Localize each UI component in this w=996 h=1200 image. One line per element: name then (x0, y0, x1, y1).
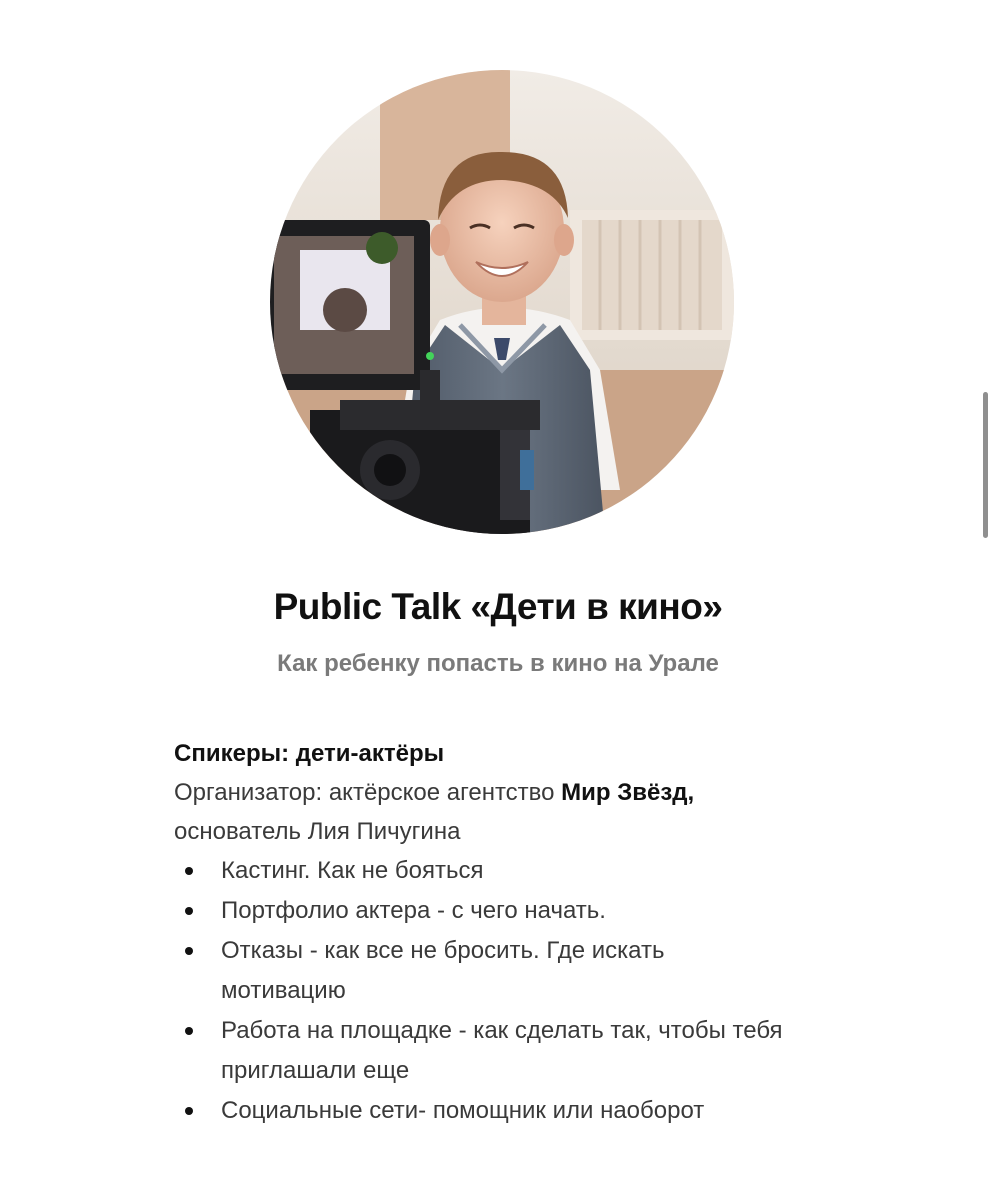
avatar-photo (270, 70, 734, 534)
list-item-text: Кастинг. Как не бояться (221, 857, 484, 884)
organizer-founder: основатель Лия Пичугина (174, 818, 461, 845)
list-item (174, 891, 834, 931)
scrollbar[interactable] (983, 392, 988, 538)
event-description (174, 734, 834, 1131)
list-item (174, 1091, 834, 1131)
bullet-icon (185, 1107, 193, 1115)
bullet-icon (185, 907, 193, 915)
organizer-line (174, 773, 834, 812)
page-title: Public Talk «Дети в кино» (273, 586, 723, 627)
list-item-text: Социальные сети- помощник или наоборот (221, 1097, 705, 1124)
page-subtitle: Как ребенку попасть в кино на Урале (277, 650, 719, 677)
list-item (174, 931, 781, 1011)
speakers-heading: Спикеры: дети-актёры (174, 740, 445, 767)
organizer-prefix: Организатор: актёрское агентство (174, 779, 562, 806)
organizer-name: Мир Звёзд, (561, 779, 695, 806)
bullet-icon (185, 947, 193, 955)
bullet-icon (185, 1027, 193, 1035)
list-item (174, 851, 834, 891)
topics-list (174, 851, 834, 1131)
list-item-text: Отказы - как все не бросить. Где искать мотивацию (221, 937, 665, 1004)
list-item (174, 1011, 861, 1091)
list-item-text: Работа на площадке - как сделать так, чтобы тебя приглашали еще (221, 1017, 783, 1084)
bullet-icon (185, 867, 193, 875)
list-item-text: Портфолио актера - с чего начать. (221, 897, 606, 924)
